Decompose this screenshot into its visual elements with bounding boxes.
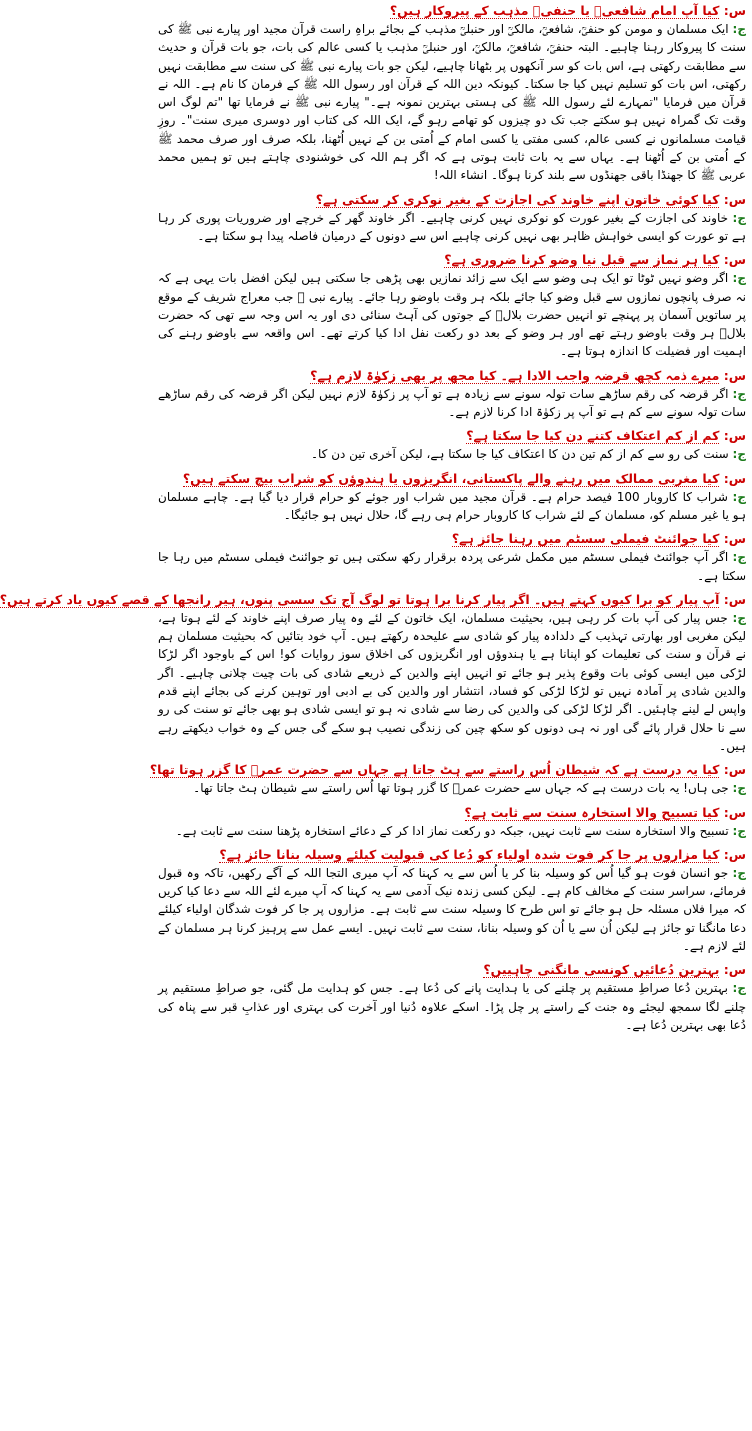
question-text: کم از کم اعتکاف کتنے دن کیا جا سکتا ہے؟ [466,428,720,444]
question-prefix: س: [723,252,746,268]
question-text: کیا یہ درست ہے کہ شیطان اُس راستے سے ہٹ جاتا ہے جہاں سے حضرت عمرؓ کا گزر ہوتا تھا؟ [149,762,720,778]
question-text: کیا مغربی ممالک میں رہنے والے پاکستانی، انگریزوں یا ہندوؤں کو شراب بیچ سکتے ہیں؟ [182,470,720,486]
answer-prefix: ج: [732,823,746,838]
qa-item [0,591,746,755]
question-text: آپ پیار کو برا کیوں کہتے ہیں۔ اگر پیار کرنا برا ہوتا تو لوگ آج تک سسی پنوں، ہیر رانجھا کے قصے کیوں یاد کرتے ہیں؟ [0,591,720,607]
question [158,251,746,268]
answer [158,20,746,185]
question [158,470,746,487]
answer-text: اگر وضو نہیں ٹوٹا تو ایک ہی وضو سے ایک سے زائد نمازیں بھی پڑھی جا سکتی ہیں لیکن افضل بات یہی ہے کہ نہ صرف پانچوں نمازوں سے قبل وضو کیا جائے بلکہ ہر وقت باوضو رہا جائے۔ پیارے نبی ﷺ جب معراج شریف کے موقع پر ساتویں آسمان پر پہنچے تو انہیں حضرت بلالؓ کے جوتوں کی آہٹ سنائی دی اور یہ اس وجہ سے تھی کہ حضرت بلالؓ ہر وقت باوضو رہتے تھے اور ہر وضو کے بعد دو رکعت نفل ادا کیا کرتے تھے۔ اس واقعہ سے باوضو رہنے کی اہمیت اور فضیلت کا اندازہ ہوتا ہے۔ [158,271,746,359]
question-text: کیا تسبیح والا استخارہ سنت سے ثابت ہے؟ [464,804,720,820]
answer-prefix: ج: [732,550,746,565]
qa-item [158,191,746,246]
question [158,367,746,384]
question-prefix: س: [723,804,746,820]
answer [158,488,746,525]
qa-item [149,761,746,797]
qa-item [158,804,746,840]
question-prefix: س: [723,428,746,444]
answer [158,269,746,360]
question-text: میرے ذمہ کچھ قرضہ واجب الادا ہے۔ کیا مجھ پر بھی زکوٰۃ لازم ہے؟ [310,367,720,383]
answer-prefix: ج: [732,447,746,462]
answer [158,979,746,1034]
question [158,530,746,547]
answer [158,822,746,840]
answer-text: جو انسان فوت ہو گیا اُس کو وسیلہ بنا کر یا اُس سے یہ کہنا کہ آپ میری التجا اللہ کے آگے رکھیں، تاکہ وہ قبول فرمائے، سراسر سنت کے مخالف کام ہے۔ لیکن کسی زندہ نیک آدمی سے یہ کہنا کہ آپ میرے لئے اللہ سے دعا کیا کریں کہ میرا فلاں مسئلہ حل ہو جائے تو اس طرح کا وسیلہ سنت سے ثابت ہے۔ مزاروں پر جا کر فوت شدگان اولیاء کیلئے دعا مانگنا تو جائز ہے لیکن اُن سے یا اُن کو وسیلہ بنانا، سنت سے ثابت نہیں۔ ایسے عمل سے پرہیز کرنا ہر مسلمان کے لئے لازم ہے۔ [158,865,746,953]
question [158,961,746,978]
question-text: بہترین دُعائیں کونسی مانگنی چاہییں؟ [483,962,720,978]
answer-prefix: ج: [732,210,746,225]
question-prefix: س: [723,3,746,18]
answer-text: خاوند کی اجازت کے بغیر عورت کو نوکری نہیں کرنی چاہیے۔ اگر خاوند گھر کے خرچے اور ضروریات پوری کر رہا ہے تو عورت کو ایسی خواہش ظاہر بھی نہیں کرنی چاہیے اس سے دونوں کے درمیان فاصلہ پیدا ہو سکتا ہے۔ [158,210,746,243]
question [149,761,746,778]
answer-text: جی ہاں! یہ بات درست ہے کہ جہاں سے حضرت عمرؓ کا گزر ہوتا تھا اُس راستے سے شیطان ہٹ جاتا تھا۔ [193,781,729,796]
qa-item [158,961,746,1034]
answer-prefix: ج: [732,22,746,36]
question [158,427,746,444]
answer [158,385,746,422]
question-prefix: س: [723,531,746,547]
answer-prefix: ج: [732,489,746,504]
question-prefix: س: [723,591,746,607]
question-prefix: س: [723,962,746,978]
answer [158,548,746,585]
question [0,591,746,608]
answer-prefix: ج: [732,865,746,880]
qa-item [158,367,746,422]
answer [158,609,746,755]
answer-text: بہترین دُعا صراطِ مستقیم پر چلنے کی یا ہدایت پانے کی دُعا ہے۔ جس کو ہدایت مل گئی، جو صراطِ مستقیم پر چلنے لگا سمجھ لیجئے وہ جنت کے راستے پر چل پڑا۔ اسکے علاوہ دُنیا اور آخرت کی بہتری اور عذابِ قبر سے پناہ کی دُعا بھی بہترین دُعا ہے۔ [158,981,746,1032]
qa-item [158,530,746,585]
answer [158,209,746,246]
question-prefix: س: [723,191,746,207]
answer-prefix: ج: [732,386,746,401]
answer [158,864,746,955]
question-text: کیا ہر نماز سے قبل نیا وضو کرنا ضروری ہے؟ [444,252,720,268]
question [158,804,746,821]
qa-item [158,846,746,955]
question-prefix: س: [723,470,746,486]
answer-text: سنت کی رو سے کم از کم تین دن کا اعتکاف کیا جا سکتا ہے، لیکن آخری تین دن کا۔ [310,447,729,462]
question-text: کیا کوئی خاتون اپنے خاوند کی اجازت کے بغیر نوکری کر سکتی ہے؟ [315,191,720,207]
question-prefix: س: [723,367,746,383]
answer-prefix: ج: [732,981,746,996]
question-text: کیا آپ امام شافعیؒ یا حنفیؒ مذہب کے پیروکار ہیں؟ [389,3,720,18]
qa-item [158,251,746,360]
question-text: کیا جوائنٹ فیملی سسٹم میں رہنا جائز ہے؟ [451,531,720,547]
qa-item [158,2,746,185]
answer [158,779,746,797]
answer-prefix: ج: [732,781,746,796]
question [158,191,746,208]
answer-text: ایک مسلمان و مومن کو حنفیؒ، شافعیؒ، مالکیؒ اور حنبلیؒ مذہب کے بجائے براہِ راست قرآن مجید اور پیارے نبی ﷺ کی سنت کا پیروکار رہنا چاہیے۔ البتہ حنفیؒ، شافعیؒ، مالکیؒ، اور حنبلیؒ مذہب یا کسی عالم کی بات، جو بات قرآن و حدیث سے مطابقت رکھتی ہے، اس بات کو سر آنکھوں پر بٹھانا چاہیے، لیکن جو بات پیارے نبی ﷺ کی سنت سے مطابقت نہیں رکھتی، اس بات کو تسلیم نہیں کیا جا سکتا۔ کیونکہ دین اللہ کے قرآن اور رسول اللہ ﷺ کے فرمان کا نام ہے۔ اللہ نے قرآن میں فرمایا "تمہارے لئے رسول اللہ ﷺ کی ہستی بہترین نمونہ ہے۔" پیارے نبی ﷺ نے فرمایا تھا "تم لوگ اس وقت تک گمراہ نہیں ہو سکتے جب تک دو چیزوں کو تھامے رہو گے، ایک اللہ کی کتاب اور دوسری میری سنت"۔ روزِ قیامت مسلمانوں نے کسی عالم، کسی مفتی یا کسی امام کے اُمتی بن کے نہیں اُٹھنا، بلکہ صرف اور صرف محمد ﷺ کے اُمتی بن کے اُٹھنا ہے۔ یہاں سے یہ بات ثابت ہوتی ہے کہ اگر ہم اللہ کی خوشنودی چاہتے ہیں تو ہمیں محمد عربی ﷺ کا جھنڈا باقی جھنڈوں سے بلند کرنا ہوگا۔ انشاء اللہ! [158,22,746,183]
answer-text: اگر آپ جوائنٹ فیملی سسٹم میں مکمل شرعی پردہ برقرار رکھ سکتی ہیں تو جوائنٹ فیملی سسٹم میں رہا جا سکتا ہے۔ [158,550,746,583]
answer [158,445,746,463]
answer-text: تسبیح والا استخارہ سنت سے ثابت نہیں، جبکہ دو رکعت نماز ادا کر کے دعائے استخارہ پڑھنا سنت سے ثابت ہے۔ [175,823,729,838]
answer-prefix: ج: [732,271,746,286]
answer-text: شراب کا کاروبار 100 فیصد حرام ہے۔ قرآن مجید میں شراب اور جوئے کو حرام قرار دیا گیا ہے۔ چاہے مسلمان ہو یا غیر مسلم کو، مسلمان کے لئے شراب کا کاروبار حرام ہی رہے گا، حلال نہیں ہو جائیگا۔ [158,489,746,522]
answer-text: جس پیار کی آپ بات کر رہی ہیں، بحیثیت مسلمان، ایک خاتون کے لئے وہ پیار صرف اپنے خاوند کے لئے ہوتا ہے، لیکن مغربی اور بھارتی تہذیب کے دلدادہ پیار کو شادی سے علیحدہ رکھتے ہیں۔ آپ خود بتائیں کہ بحیثیت مسلمان ہم نے قرآن و سنت کی تعلیمات کو اپنانا ہے یا ہندوؤں اور انگریزوں کی اخلاق سوز روایات کو! اس کے باوجود اگر لڑکا لڑکی میں ایسی کوئی بات وقوع پذیر ہو جائے تو انہیں اپنے والدین کے ذریعے شادی کی بات چیت چلانی چاہیے۔ اگر والدین شادی پر آمادہ نہیں تو لڑکا لڑکی کو فساد، انتشار اور والدین کی بے ادبی اور توہین کرنے کی بجائے اپنے قدم واپس لے لینے چاہئیں۔ اگر لڑکا لڑکی کی والدین کی رضا سے شادی نہ ہو تو ایسی شادی ہو بھی جائے تو سنت کی رو سے نا حلال قرار پائے گی اور نہ ہی دونوں کو سکھ چین کی زندگی نصیب ہو سکے گی جس کے وہ خواب دیکھتے رہے ہیں۔ [158,610,746,753]
answer-prefix: ج: [732,610,746,625]
question [158,2,746,19]
question-prefix: س: [723,846,746,862]
qa-item [158,470,746,525]
answer-text: اگر قرضہ کی رقم ساڑھے سات تولہ سونے سے زیادہ ہے تو آپ پر زکوٰۃ لازم نہیں لیکن اگر قرضہ کی رقم ساڑھے سات تولہ سونے سے کم ہے تو آپ پر زکوٰۃ ادا کرنا لازم ہے۔ [158,386,746,420]
question-prefix: س: [723,762,746,778]
question [158,846,746,863]
qa-item [158,427,746,463]
question-text: کیا مزاروں پر جا کر فوت شدہ اولیاء کو دُعا کی قبولیت کیلئے وسیلہ بنانا جائز ہے؟ [219,846,720,862]
